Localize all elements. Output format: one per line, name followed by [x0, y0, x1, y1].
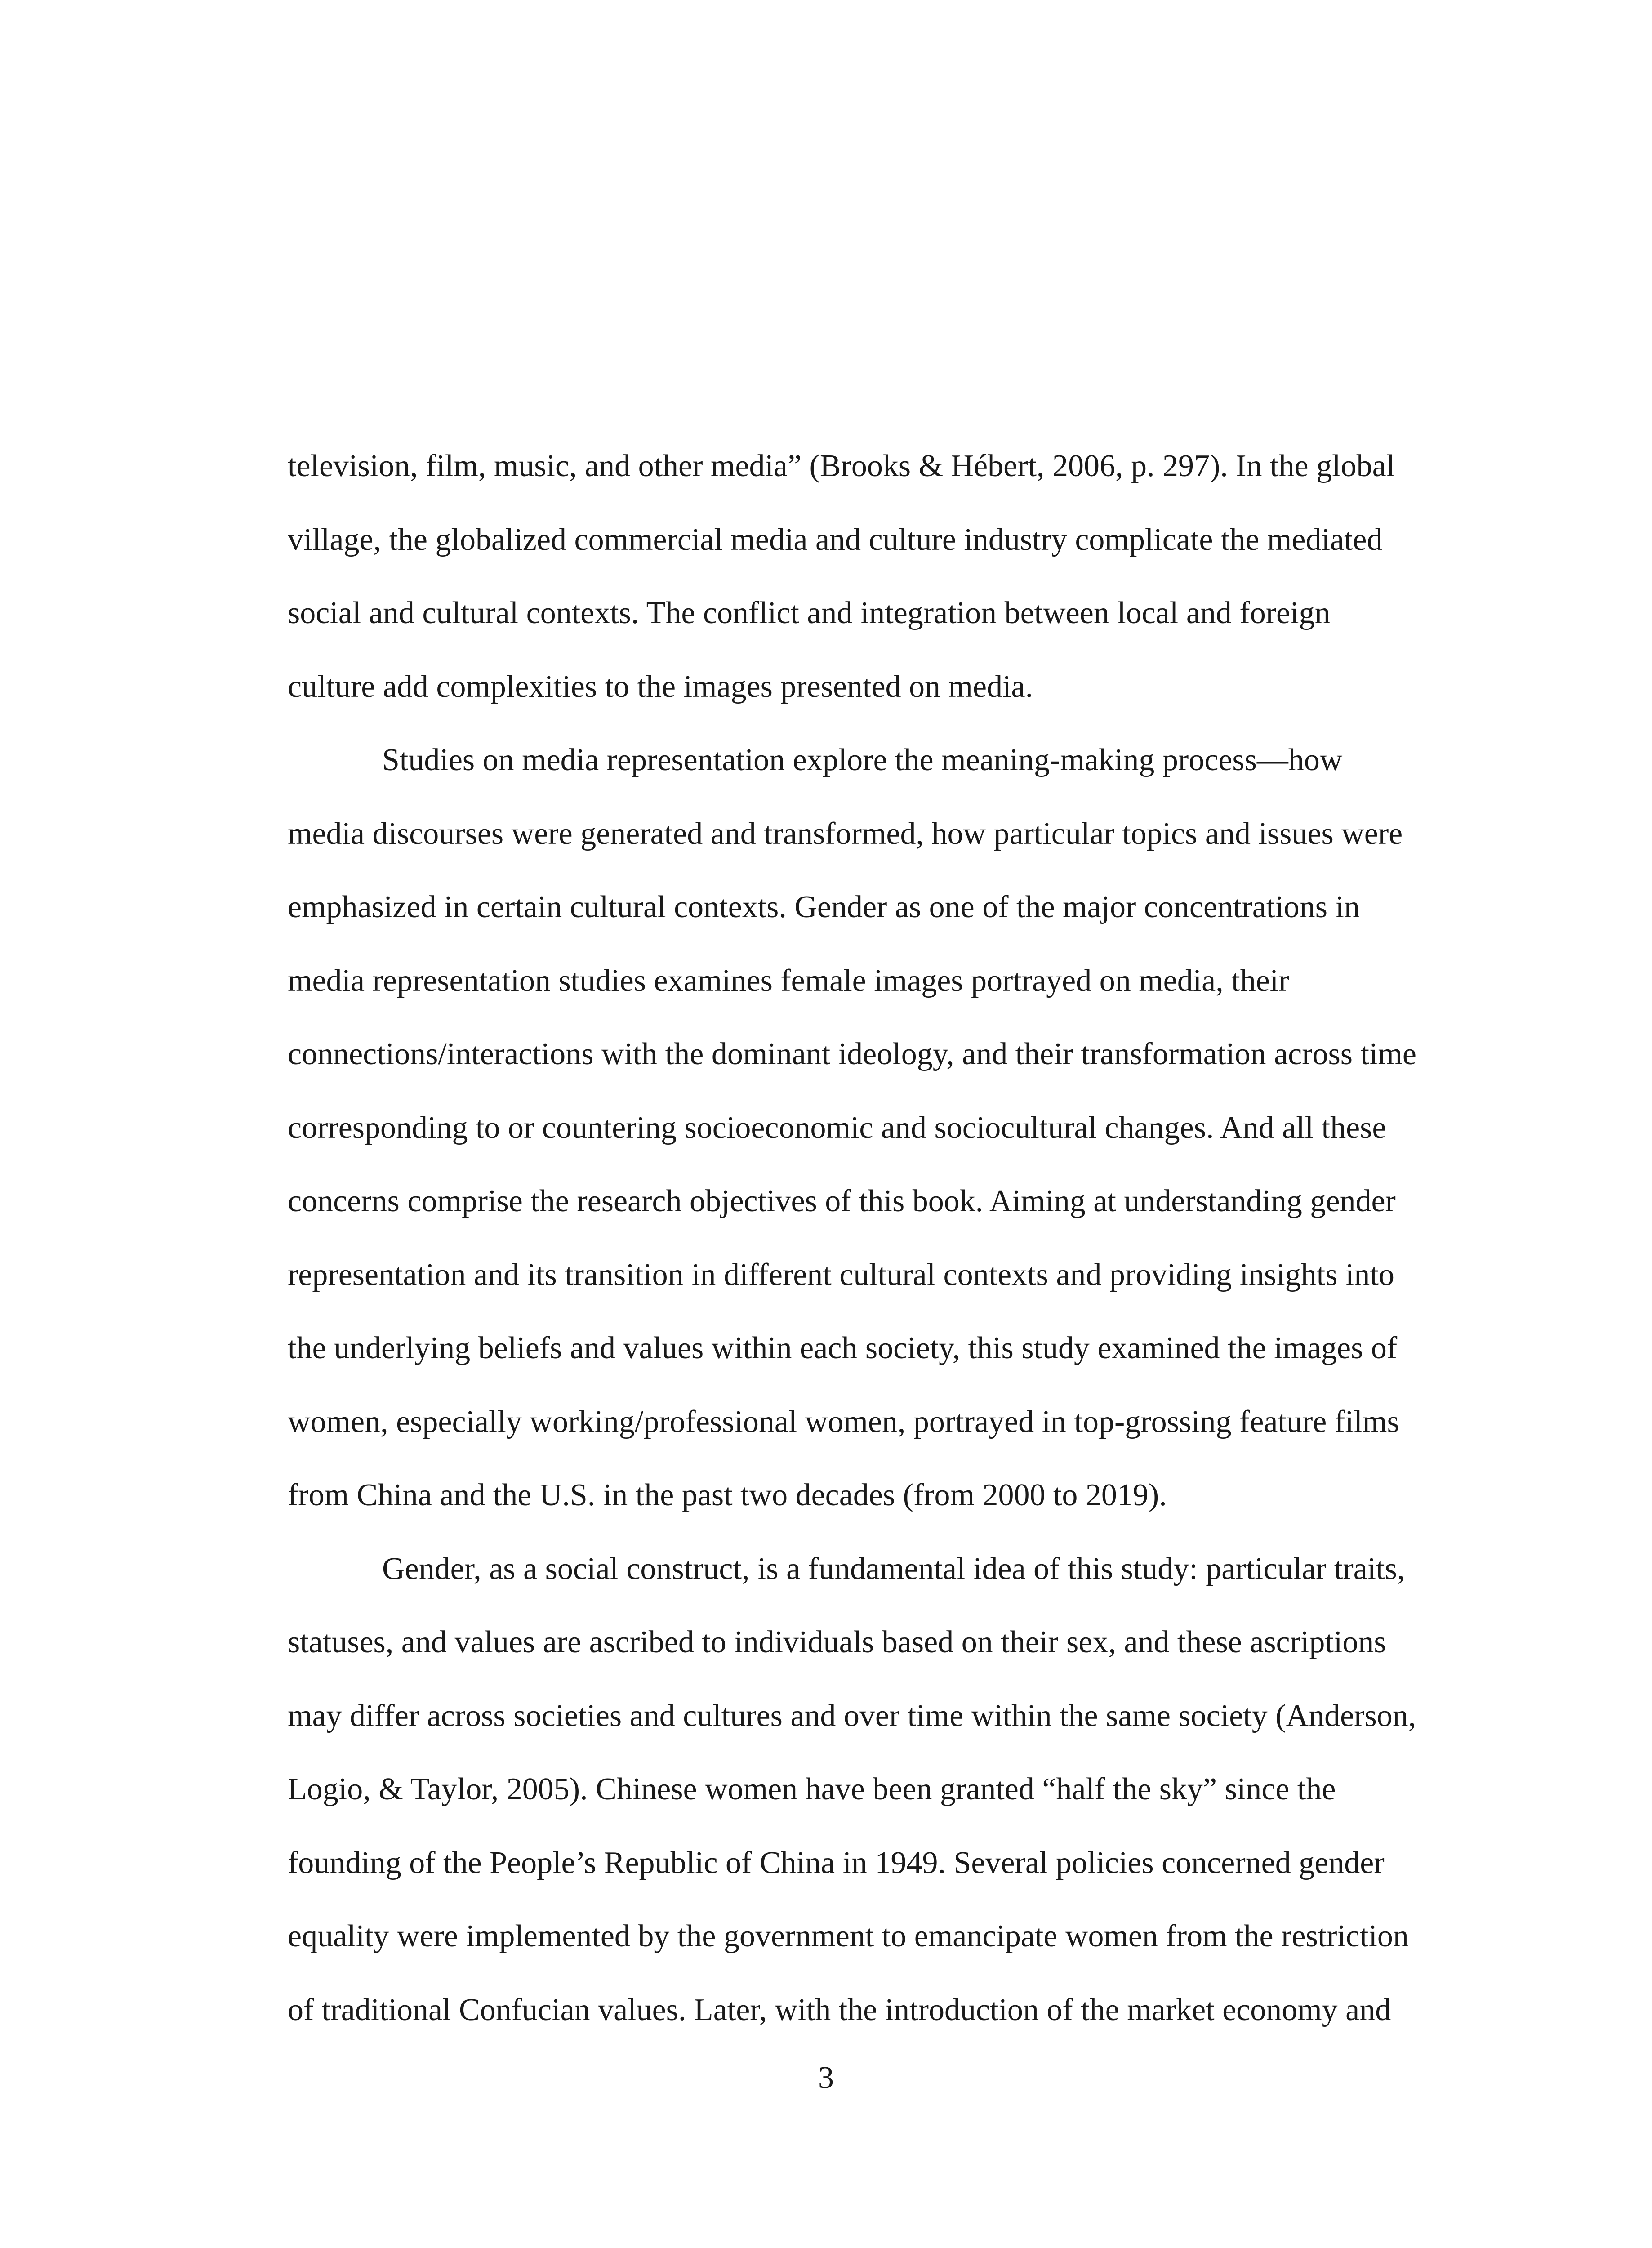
text-line: from China and the U.S. in the past two decades (from 2000 to 2019). — [288, 1478, 1167, 1512]
text-line: television, film, music, and other media” (Brooks & Hébert, 2006, p. 297). In the global — [288, 449, 1395, 483]
text-line: may differ across societies and cultures and over time within the same society (Anderson, — [288, 1698, 1416, 1733]
text-line: Gender, as a social construct, is a fundamental idea of this study: particular traits, — [382, 1551, 1405, 1586]
text-line: corresponding to or countering socioeconomic and sociocultural changes. And all these — [288, 1110, 1386, 1145]
text-line: founding of the People’s Republic of China in 1949. Several policies concerned gender — [288, 1845, 1385, 1880]
text-line: social and cultural contexts. The conflict and integration between local and foreign — [288, 596, 1331, 630]
body-text — [288, 429, 1438, 2047]
text-line: concerns comprise the research objectives of this book. Aiming at understanding gender — [288, 1184, 1396, 1218]
page-number: 3 — [818, 2061, 834, 2095]
text-line: culture add complexities to the images presented on media. — [288, 669, 1033, 704]
text-line: representation and its transition in different cultural contexts and providing insights into — [288, 1257, 1394, 1292]
text-line: statuses, and values are ascribed to individuals based on their sex, and these ascriptions — [288, 1625, 1386, 1659]
text-line: the underlying beliefs and values within each society, this study examined the images of — [288, 1331, 1398, 1365]
text-line: women, especially working/professional women, portrayed in top-grossing feature films — [288, 1404, 1399, 1439]
text-line: Logio, & Taylor, 2005). Chinese women have been granted “half the sky” since the — [288, 1772, 1336, 1806]
text-line: equality were implemented by the government to emancipate women from the restriction — [288, 1919, 1409, 1954]
text-line: connections/interactions with the dominant ideology, and their transformation across time — [288, 1037, 1416, 1071]
text-line: Studies on media representation explore the meaning-making process—how — [382, 743, 1343, 777]
text-line: emphasized in certain cultural contexts. Gender as one of the major concentrations in — [288, 890, 1360, 924]
text-line: media representation studies examines female images portrayed on media, their — [288, 963, 1289, 998]
text-line: of traditional Confucian values. Later, with the introduction of the market economy and — [288, 1992, 1391, 2027]
text-line: media discourses were generated and transformed, how particular topics and issues were — [288, 816, 1403, 851]
text-line: village, the globalized commercial media and culture industry complicate the mediated — [288, 522, 1383, 557]
